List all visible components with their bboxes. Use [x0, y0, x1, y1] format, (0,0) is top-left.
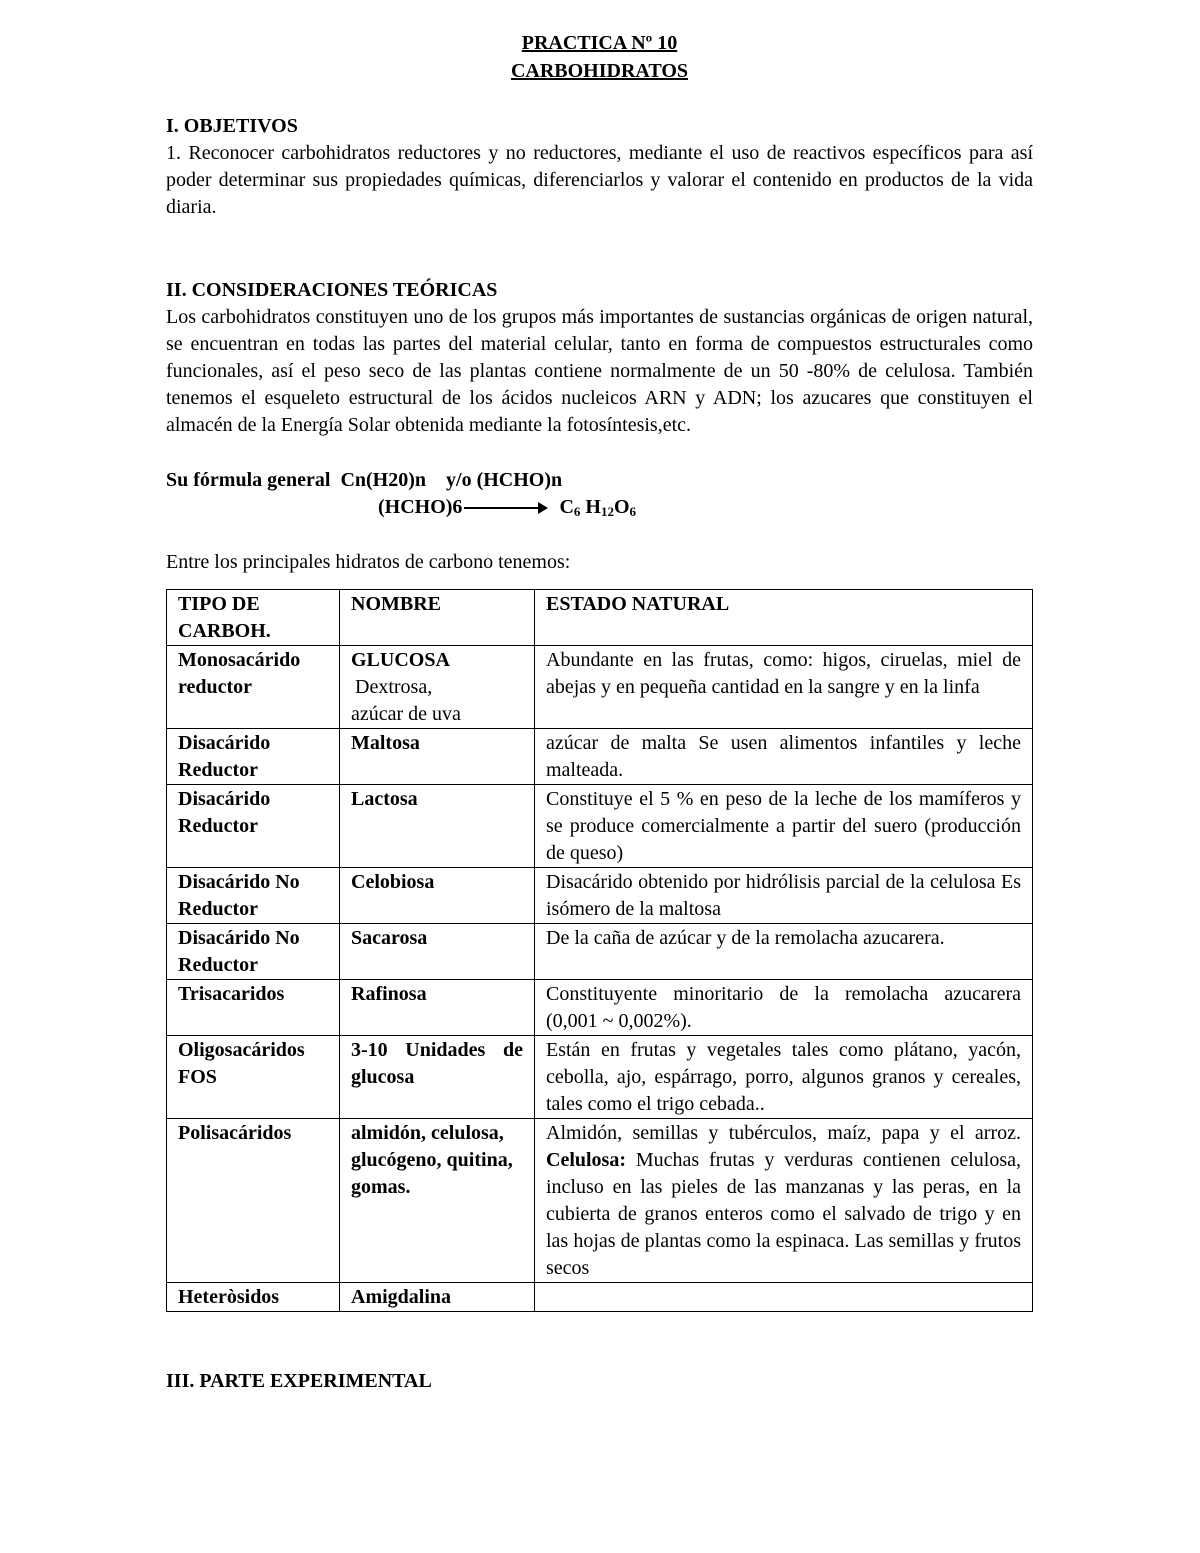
table-row [167, 1119, 1033, 1283]
formula-general: Cn(H20)n [340, 469, 427, 491]
row-nombre: almidón, celulosa, glucógeno, quitina, gomas. [340, 1119, 535, 1283]
row-estado: Están en frutas y vegetales tales como plátano, yacón, cebolla, ajo, espárrago, porro, algunos granos y cereales, tales como el trigo cebada.. [535, 1036, 1033, 1119]
parte-experimental-heading: III. PARTE EXPERIMENTAL [166, 1370, 432, 1392]
table-row [167, 1036, 1033, 1119]
row-estado: azúcar de malta Se usen alimentos infantiles y leche malteada. [535, 729, 1033, 785]
row-nombre: 3-10 Unidades de glucosa [340, 1036, 535, 1119]
row-estado: Disacárido obtenido por hidrólisis parcial de la celulosa Es isómero de la maltosa [535, 868, 1033, 924]
row-tipo: Monosacárido reductor [167, 646, 340, 729]
row-tipo: Heteròsidos [167, 1283, 340, 1312]
row-nombre: Amigdalina [340, 1283, 535, 1312]
row-nombre: Lactosa [340, 785, 535, 868]
row-nombre: Sacarosa [340, 924, 535, 980]
formula-reaction-line [166, 494, 1033, 521]
row-estado: Constituyente minoritario de la remolacha azucarera (0,001 ~ 0,002%). [535, 980, 1033, 1036]
formula-general-line [166, 467, 1033, 494]
document-page [166, 29, 1033, 1395]
table-row [167, 924, 1033, 980]
document-title-line1: PRACTICA Nº 10 [521, 32, 678, 54]
header-estado: ESTADO NATURAL [535, 590, 1033, 646]
row-nombre: GLUCOSA Dextrosa, azúcar de uva [340, 646, 535, 729]
table-row [167, 729, 1033, 785]
row-estado: De la caña de azúcar y de la remolacha azucarera. [535, 924, 1033, 980]
header-tipo: TIPO DE CARBOH. [167, 590, 340, 646]
row-estado: Constituye el 5 % en peso de la leche de los mamíferos y se produce comercialmente a partir del suero (producción de queso) [535, 785, 1033, 868]
formula-alt: (HCHO)n [476, 469, 563, 491]
row-tipo: Polisacáridos [167, 1119, 340, 1283]
row-tipo: Trisacaridos [167, 980, 340, 1036]
consideraciones-text: Los carbohidratos constituyen uno de los grupos más importantes de sustancias orgánicas de origen natural, se encuentran en todas las partes del material celular, tanto en forma de compuestos estructurales como funcionales, así el peso seco de las plantas contiene normalmente de un 50 -80% de celulosa. También tenemos el esqueleto estructural de los ácidos nucleicos ARN y ADN; los azucares que constituyen el almacén de la Energía Solar obtenida mediante la fotosíntesis,etc. [166, 306, 1033, 436]
product-formula: $C_6$ $H_{12}O_6$ [559, 496, 637, 519]
row-estado: Almidón, semillas y tubérculos, maíz, papa y el arroz. Celulosa: Muchas frutas y verduras contienen celulosa, incluso en las pieles de las manzanas y las peras, en la cubierta de granos enteros como el salvado de trigo y en las hojas de plantas como la espinaca. Las semillas y frutos secos [535, 1119, 1033, 1283]
row-nombre: Maltosa [340, 729, 535, 785]
consideraciones-heading: II. CONSIDERACIONES TEÓRICAS [166, 279, 498, 301]
row-tipo: Disacárido Reductor [167, 729, 340, 785]
table-row [167, 980, 1033, 1036]
objetivos-text: 1. Reconocer carbohidratos reductores y no reductores, mediante el uso de reactivos específicos para así poder determinar sus propiedades químicas, diferenciarlos y valorar el contenido en productos de la vida diaria. [166, 142, 1033, 218]
table-row [167, 1283, 1033, 1312]
row-tipo: Oligosacáridos FOS [167, 1036, 340, 1119]
table-row [167, 785, 1033, 868]
document-title-line2: CARBOHIDRATOS [510, 60, 689, 82]
objetivos-heading: I. OBJETIVOS [166, 115, 298, 137]
row-tipo: Disacárido Reductor [167, 785, 340, 868]
header-nombre: NOMBRE [340, 590, 535, 646]
row-nombre: Rafinosa [340, 980, 535, 1036]
row-nombre: Celobiosa [340, 868, 535, 924]
row-tipo: Disacárido No Reductor [167, 924, 340, 980]
row-tipo: Disacárido No Reductor [167, 868, 340, 924]
carbohydrates-table [166, 589, 1033, 1312]
table-intro: Entre los principales hidratos de carbono tenemos: [166, 551, 571, 573]
table-row [167, 868, 1033, 924]
table-header-row [167, 590, 1033, 646]
reaction-arrow-icon [464, 507, 546, 509]
formula-or: y/o [446, 469, 472, 491]
formula-label: Su fórmula general [166, 469, 331, 491]
table-row [167, 646, 1033, 729]
row-estado: Abundante en las frutas, como: higos, ciruelas, miel de abejas y en pequeña cantidad en la sangre y en la linfa [535, 646, 1033, 729]
formula-reactant: (HCHO)6 [378, 496, 463, 518]
row-estado [535, 1283, 1033, 1312]
